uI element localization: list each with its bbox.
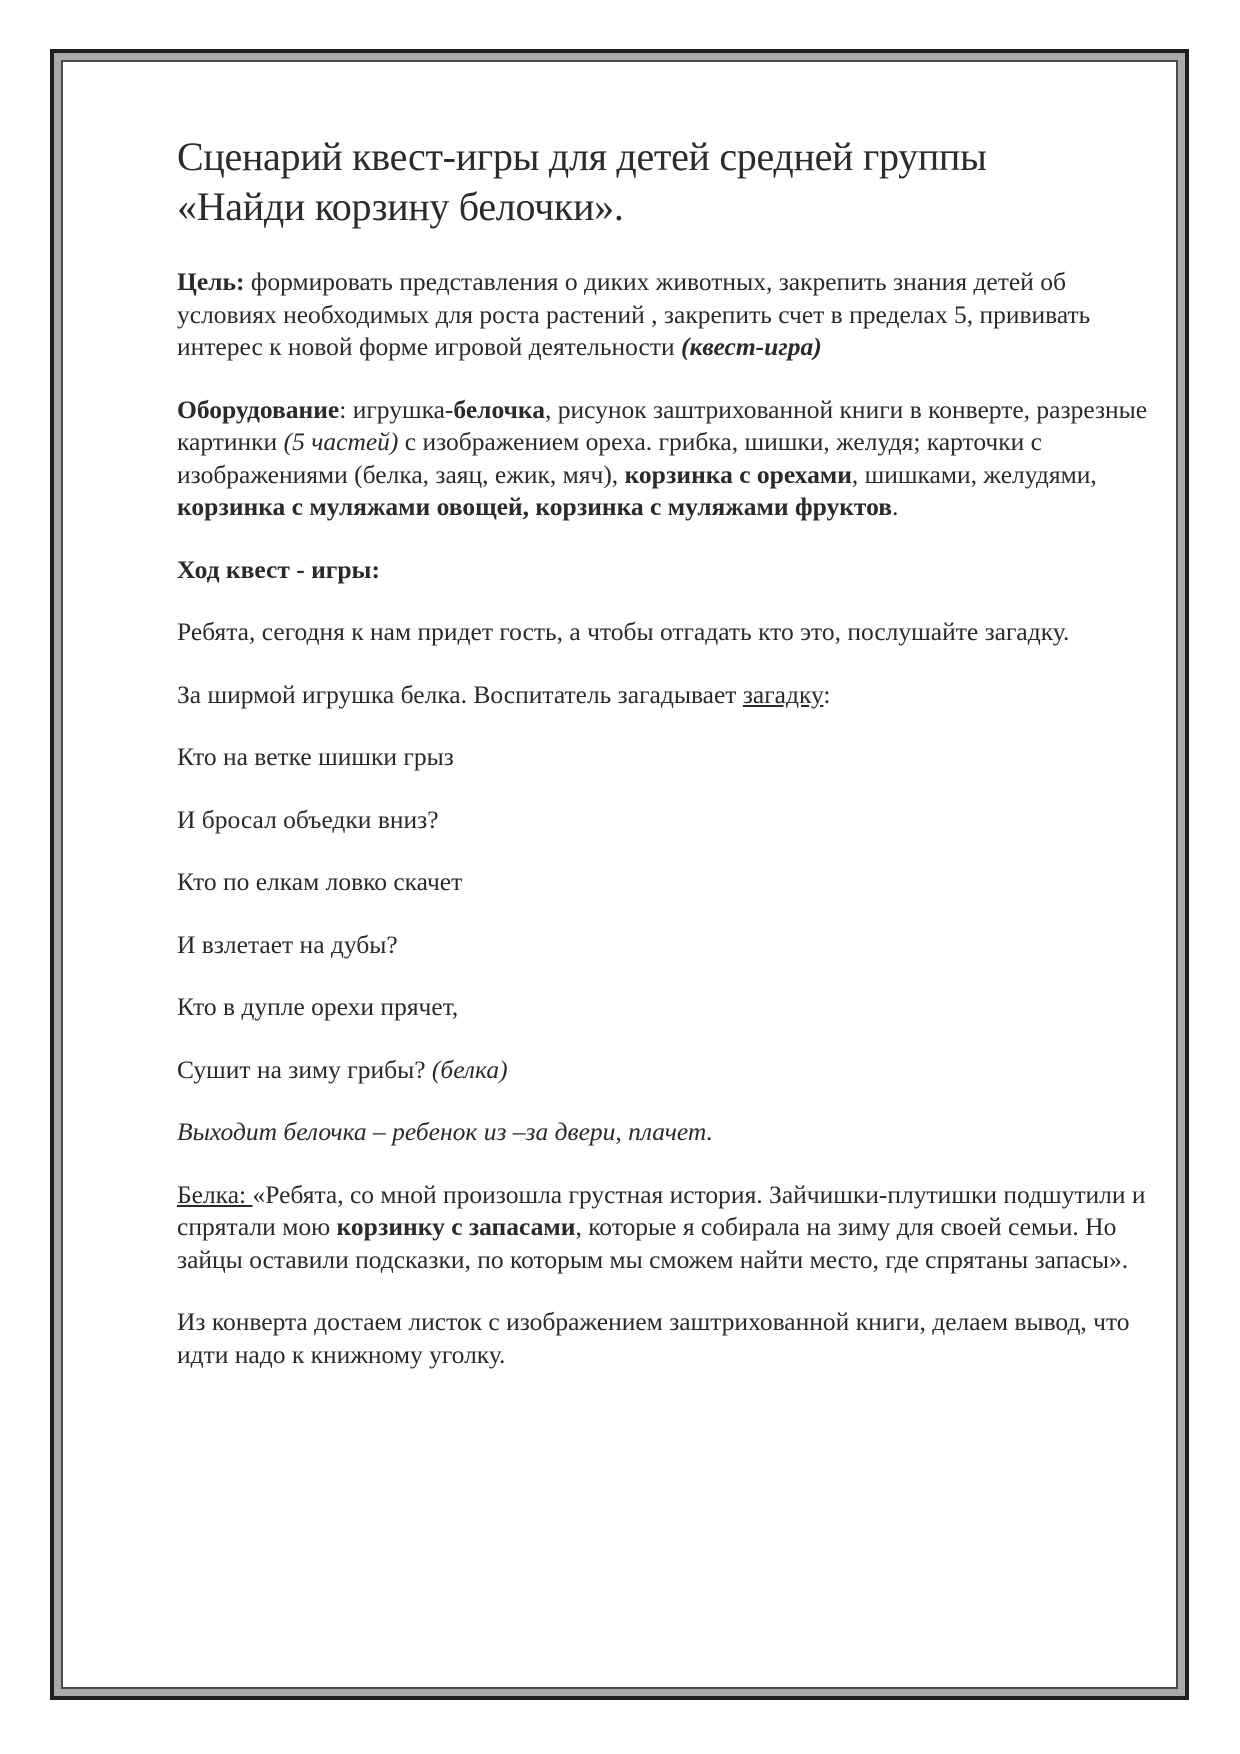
screen-colon: :	[823, 679, 831, 709]
squirrel-speech-bold: корзинку с запасами	[336, 1212, 576, 1241]
goal-label: Цель:	[177, 267, 245, 296]
riddle-line: Кто на ветке шишки грыз	[177, 742, 454, 771]
progress-heading-text: Ход квест - игры:	[177, 554, 380, 584]
squirrel-speech-text-2: , которые я собирала на зиму для своей семьи. Но зайцы оставили подсказки, по которым мы сможем найти место, где спрятаны запасы».	[177, 1212, 1129, 1274]
equipment-text-1: : игрушка-	[339, 394, 454, 424]
equipment-text-4: , шишками, желудями,	[851, 459, 1097, 489]
equipment-italic-1: (5 частей)	[283, 427, 399, 456]
goal-paragraph	[177, 266, 1152, 364]
equipment-text-2: , рисунок заштрихованной книги в конверте, разрезные картинки	[177, 394, 1148, 456]
equipment-bold-2: корзинка с орехами	[624, 459, 852, 489]
goal-text: формировать представления о диких животных, закрепить знания детей об условиях необходимых для роста растений , закрепить счет в пределах 5, прививать интерес к новой форме игровой деятельности	[177, 267, 1091, 361]
equipment-text-3: с изображением ореха. грибка, шишки, желудя; карточки с изображениями (белка, заяц, ежик, мяч),	[177, 427, 1042, 489]
squirrel-speech	[177, 1179, 1152, 1277]
screen-underlined: загадку	[742, 679, 824, 709]
squirrel-enters-text: Выходит белочка – ребенок из –за двери, плачет.	[177, 1117, 713, 1146]
envelope-paragraph: Из конверта достаем листок с изображением заштрихованной книги, делаем вывод, что идти надо к книжному уголку.	[177, 1307, 1130, 1369]
squirrel-speech-text-1: «Ребята, со мной произошла грустная история. Зайчишки-плутишки подшутили и спрятали мою	[177, 1179, 1146, 1241]
riddle-last-text: Сушит на зиму грибы?	[177, 1054, 432, 1084]
riddle-line: И взлетает на дубы?	[177, 929, 398, 959]
equipment-label: Оборудование	[177, 394, 340, 424]
equipment-bold-3: корзинка с муляжами овощей, корзинка с муляжами фруктов	[177, 492, 892, 521]
goal-italic: (квест-игра)	[681, 332, 822, 361]
equipment-paragraph	[177, 394, 1152, 524]
riddle-line: Кто в дупле орехи прячет,	[177, 992, 459, 1021]
title-line-1: Сценарий квест-игры для детей средней группы	[177, 134, 987, 179]
equipment-text-5: .	[892, 492, 899, 521]
riddle-line: Кто по елкам ловко скачет	[177, 867, 463, 896]
screen-text: За ширмой игрушка белка. Воспитатель загадывает	[177, 679, 743, 709]
riddle-line: И бросал объедки вниз?	[177, 804, 439, 834]
title-line-2: «Найди корзину белочки».	[177, 184, 624, 229]
document-title	[177, 132, 1152, 232]
riddle-last-line	[177, 1054, 1152, 1087]
screen-paragraph	[177, 679, 1152, 712]
squirrel-enters	[177, 1116, 1152, 1149]
squirrel-speaker: Белка:	[177, 1179, 253, 1209]
riddle-answer: (белка)	[431, 1054, 508, 1084]
document-content	[177, 132, 1152, 1401]
intro-paragraph: Ребята, сегодня к нам придет гость, а чтобы отгадать кто это, послушайте загадку.	[177, 617, 1070, 646]
progress-heading	[177, 554, 1152, 587]
equipment-bold-1: белочка	[453, 394, 545, 424]
